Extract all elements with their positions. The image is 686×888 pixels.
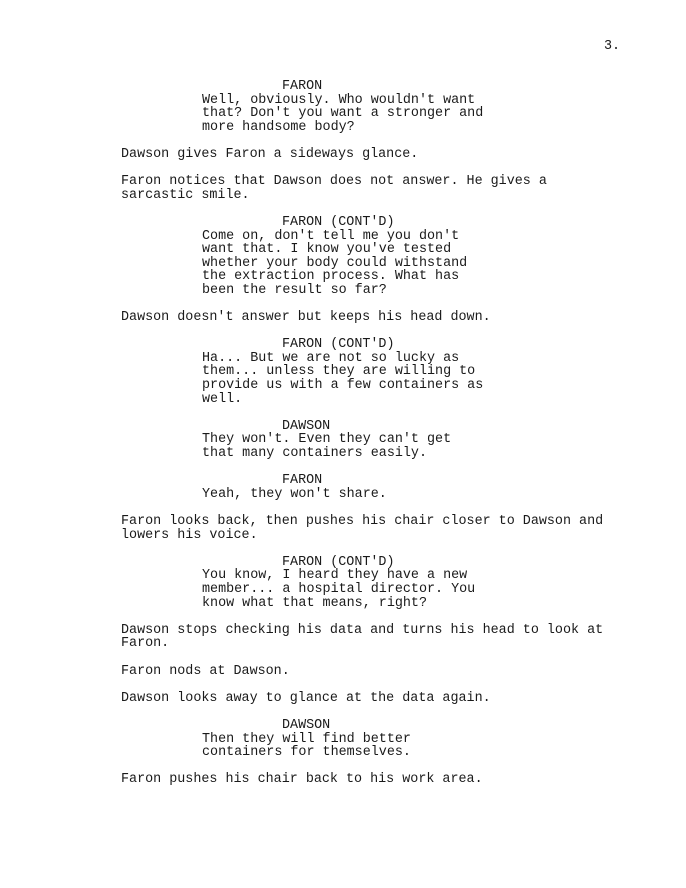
dialogue-line: You know, I heard they have a new (202, 568, 468, 584)
action-block (0, 624, 686, 651)
action-line: Dawson stops checking his data and turns his head to look at (121, 622, 604, 638)
action-block (0, 665, 686, 679)
dialogue-block (0, 556, 686, 610)
action-line: Faron. (121, 636, 170, 652)
screenplay-body (0, 80, 686, 800)
dialogue-text (202, 569, 686, 610)
action-text (121, 665, 601, 679)
dialogue-line: provide us with a few containers as (202, 378, 484, 394)
dialogue-line: Then they will find better (202, 731, 411, 747)
action-text (121, 773, 601, 787)
action-line: sarcastic smile. (121, 187, 250, 203)
dialogue-line: well. (202, 391, 243, 407)
action-line: Dawson looks away to glance at the data again. (121, 690, 491, 706)
dialogue-line: Ha... But we are not so lucky as (202, 350, 460, 366)
dialogue-line: them... unless they are willing to (202, 364, 476, 380)
dialogue-block (0, 474, 686, 501)
dialogue-text (202, 352, 686, 406)
dialogue-line: that many containers easily. (202, 446, 427, 462)
action-block (0, 311, 686, 325)
dialogue-line: Well, obviously. Who wouldn't want (202, 92, 476, 108)
dialogue-line: containers for themselves. (202, 745, 411, 761)
character-name: FARON (CONT'D) (282, 554, 395, 570)
action-line: Faron nods at Dawson. (121, 663, 290, 679)
dialogue-line: whether your body could withstand (202, 255, 468, 271)
action-text (121, 622, 604, 652)
dialogue-block (0, 338, 686, 406)
dialogue-line: the extraction process. What has (202, 269, 460, 285)
character-name: DAWSON (282, 717, 331, 733)
character-name: FARON (282, 473, 323, 489)
action-block (0, 148, 686, 162)
action-line: Faron notices that Dawson does not answer. He gives a (121, 174, 547, 190)
dialogue-line: been the result so far? (202, 282, 387, 298)
dialogue-line: more handsome body? (202, 119, 355, 135)
page-number: 3. (604, 39, 621, 54)
dialogue-line: want that. I know you've tested (202, 242, 452, 258)
character-name: FARON (282, 79, 323, 94)
dialogue-line: Come on, don't tell me you don't (202, 228, 460, 244)
dialogue-line: that? Don't you want a stronger and (202, 106, 484, 122)
action-line: Dawson doesn't answer but keeps his head down. (121, 310, 491, 326)
dialogue-text (202, 94, 686, 135)
action-block (0, 773, 686, 787)
action-line: Faron looks back, then pushes his chair closer to Dawson and (121, 514, 604, 529)
character-name: DAWSON (282, 418, 331, 434)
dialogue-block (0, 719, 686, 760)
dialogue-text (202, 733, 686, 760)
action-text (121, 175, 601, 202)
dialogue-block (0, 420, 686, 461)
dialogue-text (202, 488, 686, 502)
character-name: FARON (CONT'D) (282, 337, 395, 353)
action-text (121, 692, 601, 706)
dialogue-line: know what that means, right? (202, 595, 427, 611)
action-line: Dawson gives Faron a sideways glance. (121, 146, 419, 162)
action-block (0, 175, 686, 202)
dialogue-line: member... a hospital director. You (202, 581, 476, 597)
action-text (121, 514, 604, 543)
action-text (121, 148, 601, 162)
action-line: lowers his voice. (121, 527, 258, 543)
character-name: FARON (CONT'D) (282, 214, 395, 230)
dialogue-text (202, 230, 686, 298)
action-text (121, 311, 601, 325)
dialogue-block (0, 80, 686, 134)
dialogue-text (202, 433, 686, 460)
dialogue-block (0, 216, 686, 298)
action-line: Faron pushes his chair back to his work area. (121, 772, 483, 788)
dialogue-line: They won't. Even they can't get (202, 432, 452, 448)
action-block (0, 692, 686, 706)
action-block (0, 515, 686, 542)
dialogue-line: Yeah, they won't share. (202, 486, 387, 502)
